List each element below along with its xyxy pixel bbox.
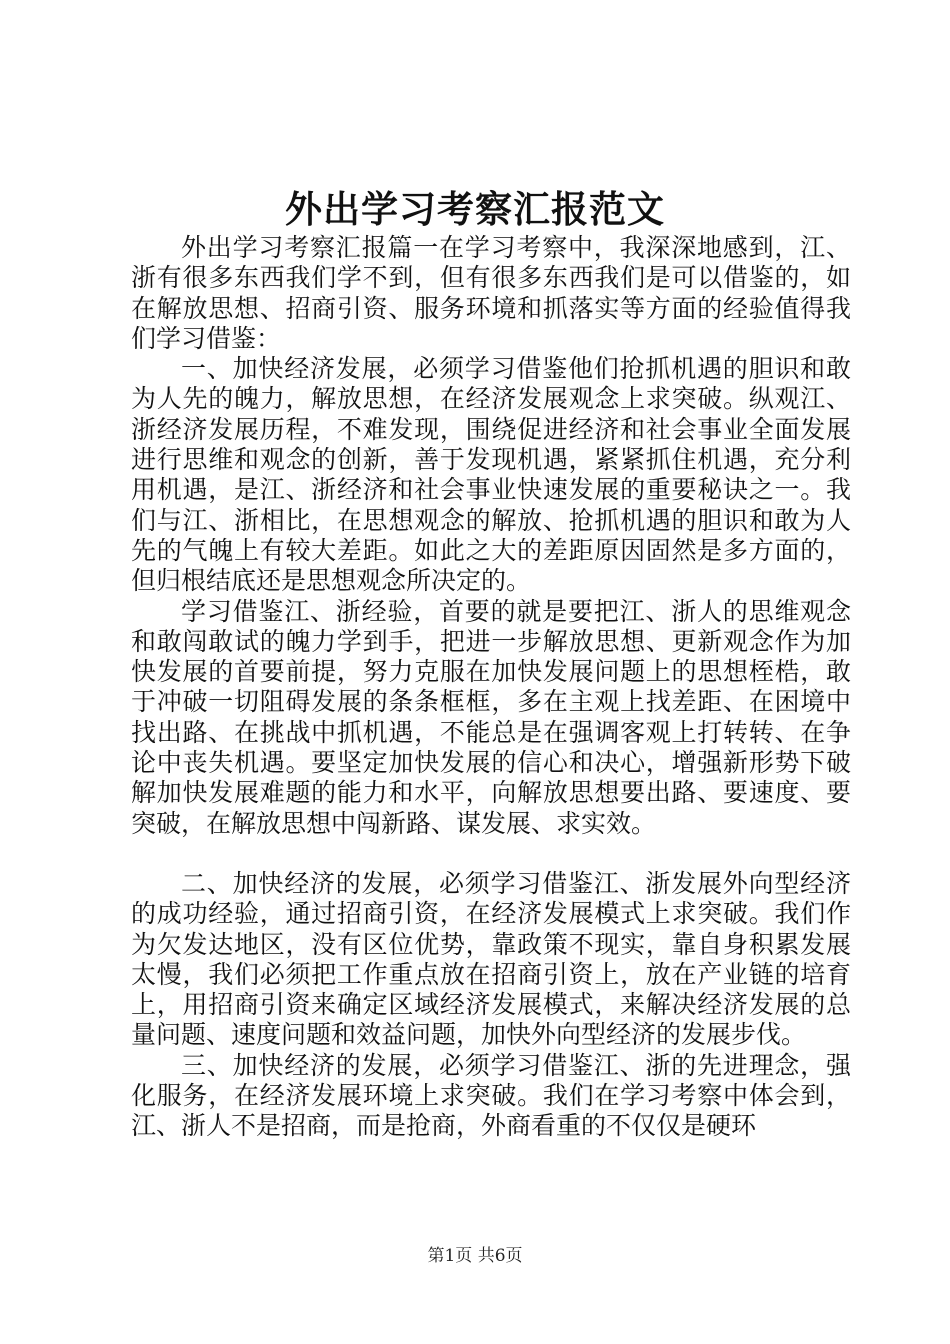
page-number-footer: 第1页 共6页 (427, 1246, 523, 1266)
document-body (131, 233, 851, 1142)
paragraph-point-three: 三、加快经济的发展，必须学习借鉴江、浙的先进理念，强化服务，在经济发展环境上求突破。我们在学习考察中体会到，江、浙人不是招商，而是抢商，外商看重的不仅仅是硬环 (131, 1050, 851, 1141)
paragraph-point-one: 一、加快经济发展，必须学习借鉴他们抢抓机遇的胆识和敢为人先的魄力，解放思想，在经济发展观念上求突破。纵观江、浙经济发展历程，不难发现，围绕促进经济和社会事业全面发展进行思维和观念的创新，善于发现机遇，紧紧抓住机遇，充分利用机遇，是江、浙经济和社会事业快速发展的重要秘诀之一。我们与江、浙相比，在思想观念的解放、抢抓机遇的胆识和敢为人先的气魄上有较大差距。如此之大的差距原因固然是多方面的，但归根结底还是思想观念所决定的。 (131, 354, 851, 596)
paragraph-learning-experience: 学习借鉴江、浙经验，首要的就是要把江、浙人的思维观念和敢闯敢试的魄力学到手，把进一步解放思想、更新观念作为加快发展的首要前提，努力克服在加快发展问题上的思想桎梏，敢于冲破一切阻碍发展的条条框框，多在主观上找差距、在困境中找出路、在挑战中抓机遇，不能总是在强调客观上打转转、在争论中丧失机遇。要坚定加快发展的信心和决心，增强新形势下破解加快发展难题的能力和水平，向解放思想要出路、要速度、要突破，在解放思想中闯新路、谋发展、求实效。 (131, 596, 851, 838)
paragraph-point-two: 二、加快经济的发展，必须学习借鉴江、浙发展外向型经济的成功经验，通过招商引资，在经济发展模式上求突破。我们作为欠发达地区，没有区位优势，靠政策不现实，靠自身积累发展太慢，我们必须把工作重点放在招商引资上，放在产业链的培育上，用招商引资来确定区域经济发展模式，来解决经济发展的总量问题、速度问题和效益问题，加快外向型经济的发展步伐。 (131, 868, 851, 1050)
document-title: 外出学习考察汇报范文 (285, 187, 665, 231)
paragraph-intro: 外出学习考察汇报篇一在学习考察中，我深深地感到，江、浙有很多东西我们学不到，但有很多东西我们是可以借鉴的，如在解放思想、招商引资、服务环境和抓落实等方面的经验值得我们学习借鉴： (131, 233, 851, 353)
